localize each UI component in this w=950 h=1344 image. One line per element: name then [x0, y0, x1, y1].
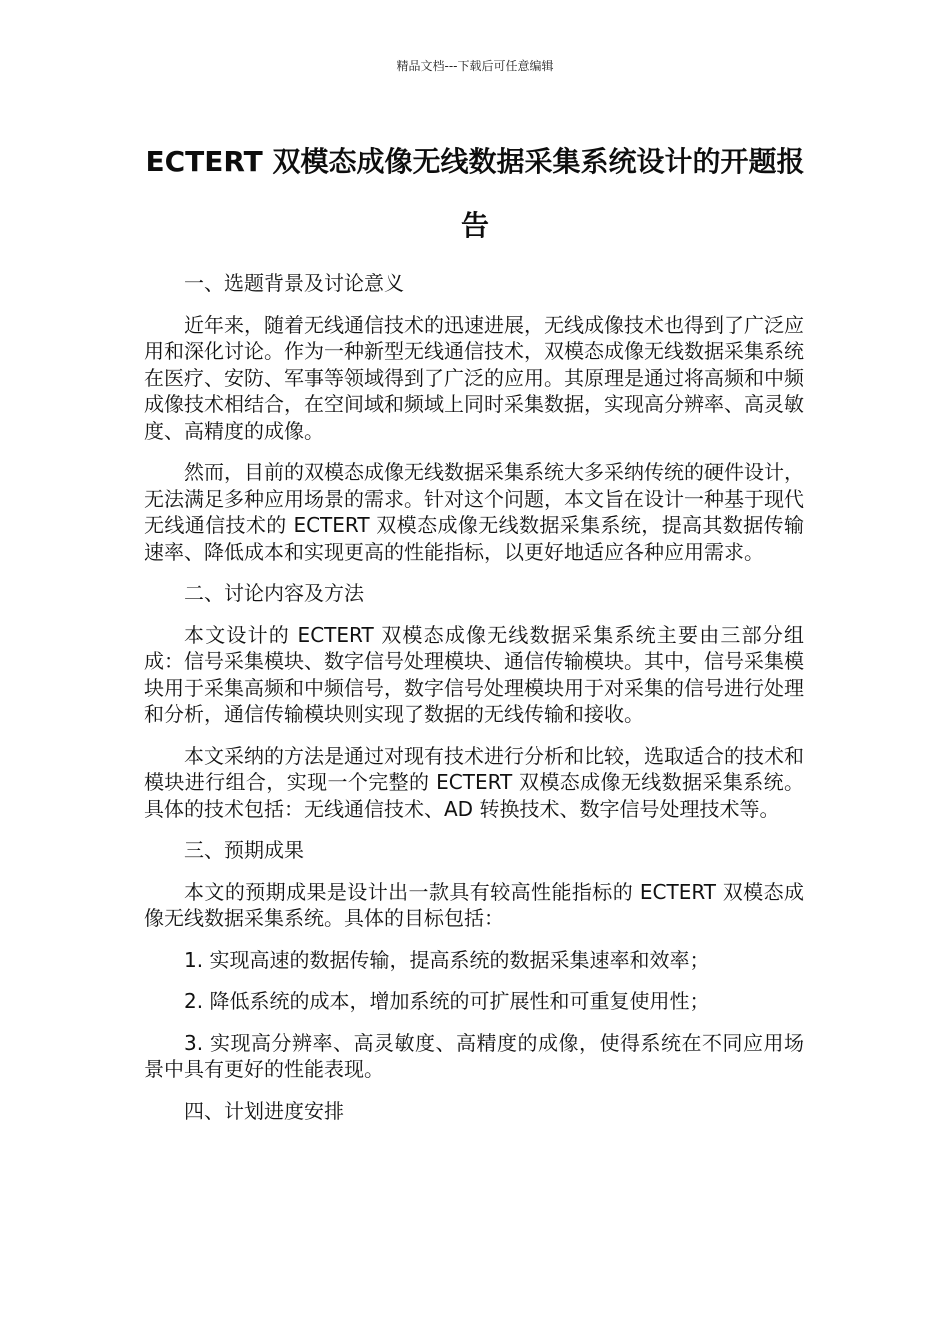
paragraph: 然而，目前的双模态成像无线数据采集系统大多采纳传统的硬件设计，无法满足多种应用场景的需求。针对这个问题，本文旨在设计一种基于现代无线通信技术的 ECTERT 双模态成像无线数据采集系统，提高其数据传输速率、降低成本和实现更高的性能指标，以更好地适应各种应用需求。	[144, 460, 804, 564]
section-heading-background: 一、选题背景及讨论意义	[184, 271, 404, 295]
list-item: 2. 降低系统的成本，增加系统的可扩展性和可重复使用性；	[184, 989, 710, 1013]
document-title: ECTERT 双模态成像无线数据采集系统设计的开题报告	[145, 145, 805, 242]
paragraph: 本文采纳的方法是通过对现有技术进行分析和比较，选取适合的技术和模块进行组合，实现一个完整的 ECTERT 双模态成像无线数据采集系统。具体的技术包括：无线通信技术、AD 转换技术、数字信号处理技术等。	[144, 743, 804, 821]
header-note: 精品文档---下载后可任意编辑	[396, 59, 554, 73]
document-body	[144, 270, 804, 1139]
section-heading-expected-results: 三、预期成果	[184, 838, 304, 862]
list-item: 1. 实现高速的数据传输，提高系统的数据采集速率和效率；	[184, 947, 710, 972]
paragraph: 近年来，随着无线通信技术的迅速进展，无线成像技术也得到了广泛应用和深化讨论。作为一种新型无线通信技术，双模态成像无线数据采集系统在医疗、安防、军事等领域得到了广泛的应用。其原理是通过将高频和中频成像技术相结合，在空间域和频域上同时采集数据，实现高分辨率、高灵敏度、高精度的成像。	[144, 312, 804, 443]
paragraph: 本文设计的 ECTERT 双模态成像无线数据采集系统主要由三部分组成：信号采集模块、数字信号处理模块、通信传输模块。其中，信号采集模块用于采集高频和中频信号，数字信号处理模块用于对采集的信号进行处理和分析，通信传输模块则实现了数据的无线传输和接收。	[144, 622, 804, 726]
section-heading-schedule: 四、计划进度安排	[184, 1098, 344, 1123]
list-item: 3. 实现高分辨率、高灵敏度、高精度的成像，使得系统在不同应用场景中具有更好的性能表现。	[144, 1030, 804, 1081]
section-heading-content-method: 二、讨论内容及方法	[184, 581, 364, 605]
paragraph: 本文的预期成果是设计出一款具有较高性能指标的 ECTERT 双模态成像无线数据采集系统。具体的目标包括：	[144, 879, 804, 930]
